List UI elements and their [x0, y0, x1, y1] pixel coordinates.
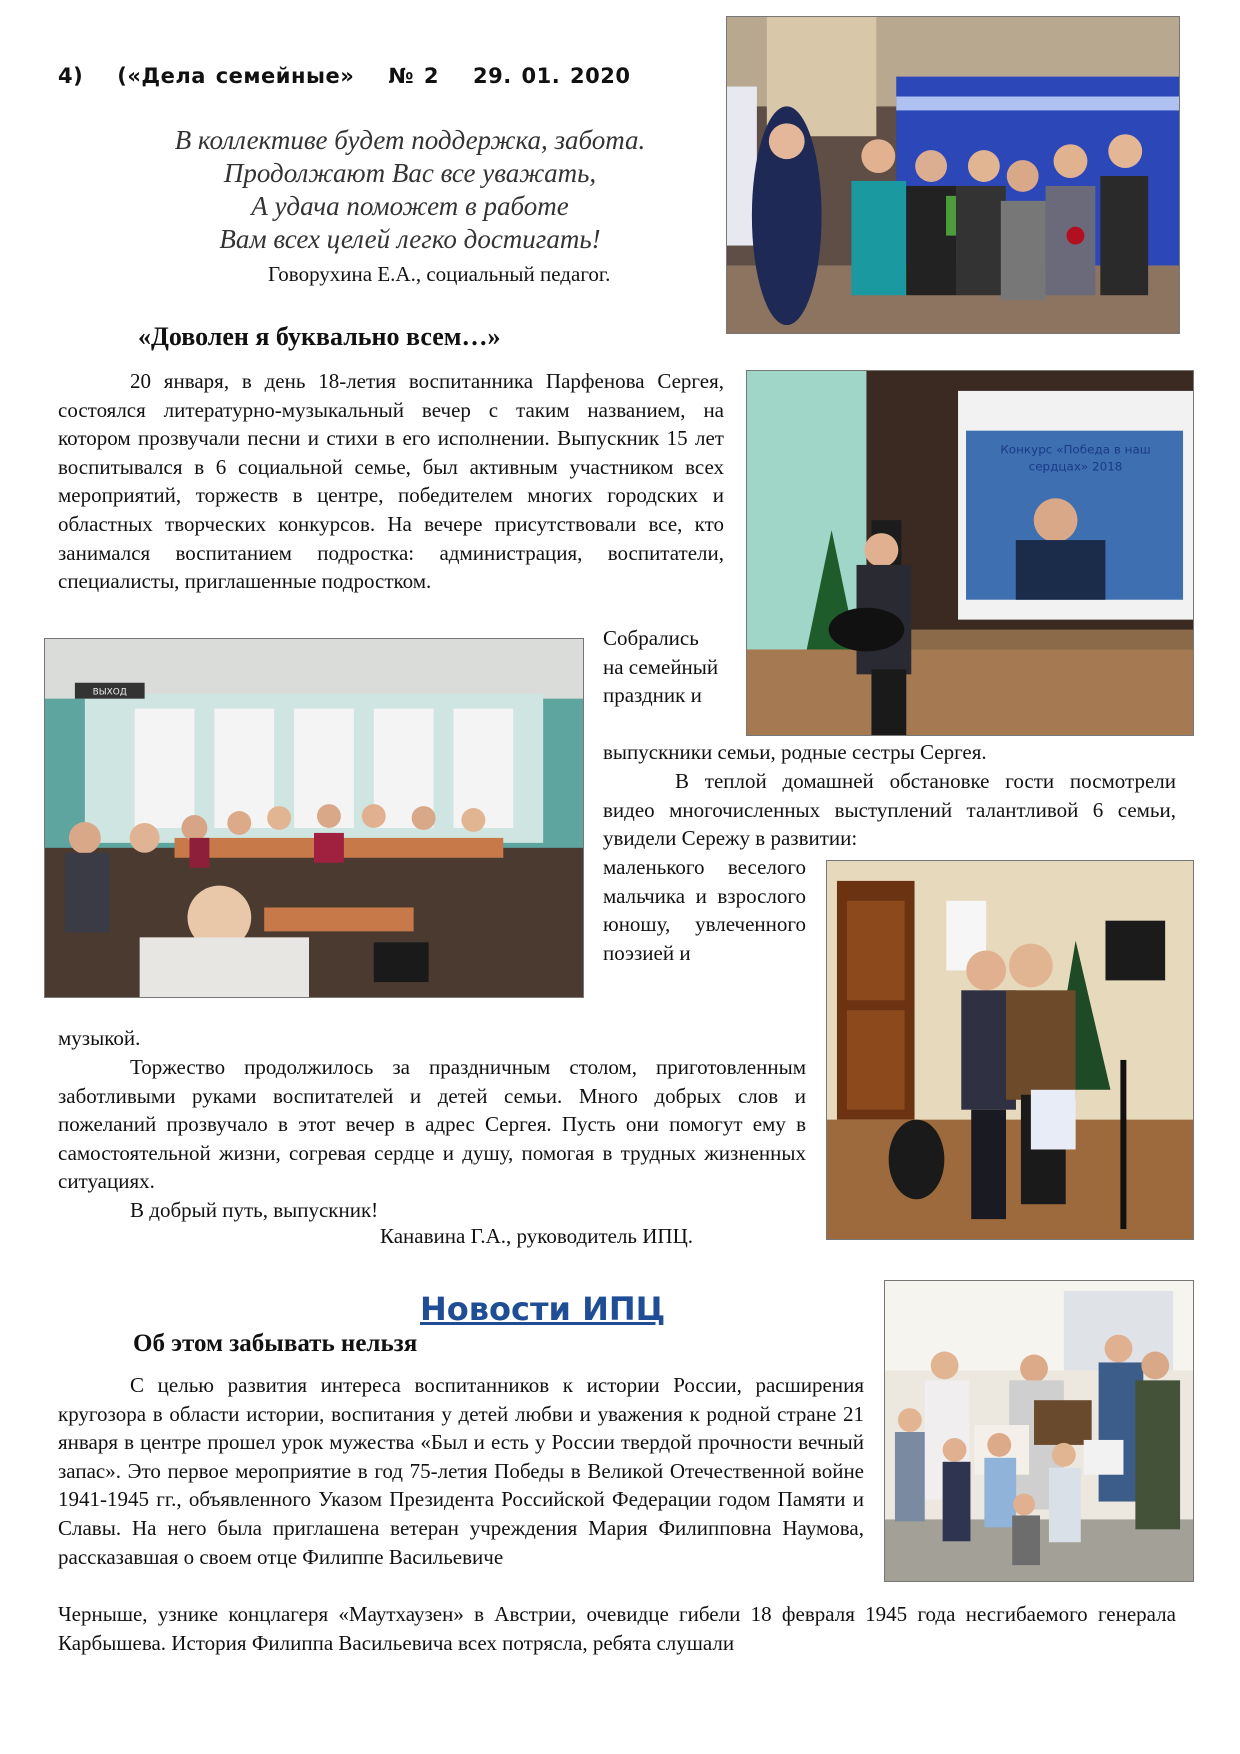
paragraph-text: Собрались на семейный праздник и	[603, 626, 719, 708]
photo-stage-congratulation	[726, 16, 1180, 334]
page-number: 4)	[58, 64, 84, 88]
poem-line: Продолжают Вас все уважать,	[223, 158, 597, 188]
newspaper-name: («Дела семейные»	[117, 64, 355, 88]
poem-line: Вам всех целей легко достигать!	[219, 224, 601, 254]
paragraph-text: музыкой.	[58, 1026, 141, 1050]
article-paragraph	[58, 1024, 358, 1053]
poem-line: В коллективе будет поддержка, забота.	[174, 125, 646, 155]
paragraph-text: В теплой домашней обстановке гости посмотрели видео многочисленных выступлений талантливой 6 семьи, увидели Сережу в развитии:	[603, 769, 1176, 851]
paragraph-text: В добрый путь, выпускник!	[130, 1197, 379, 1222]
section-heading: Новости ИПЦ	[420, 1290, 666, 1328]
news-title: Об этом забывать нельзя	[133, 1330, 418, 1357]
paragraph-text: Черныше, узнике концлагеря «Маутхаузен» в Австрии, очевидце гибели 18 февраля 1945 года несгибаемого генерала Карбышева. История Филиппа Васильевича всех потрясла, ребята слушали	[58, 1602, 1176, 1655]
article-title: «Доволен я буквально всем…»	[138, 322, 501, 351]
poem-line: А удача поможет в работе	[251, 191, 569, 221]
paragraph-text: маленького веселого мальчика и взрослого юношу, увлеченного поэзией и	[603, 855, 806, 965]
article-paragraph	[603, 624, 723, 710]
article-paragraph	[58, 1371, 864, 1571]
paragraph-text: 20 января, в день 18-летия воспитанника Парфенова Сергея, состоялся литературно-музыкальный вечер с таким названием, на котором прозвучали песни и стихи в его исполнении. Выпускник 15 лет воспитывался в 6 социальной семье, был активным участником всех мероприятий, торжеств в центре, победителем многих городских и областных творческих конкурсов. На вечере присутствовали все, кто занимался воспитанием подростка: администрация, воспитатели, специалисты, приглашенные подростком.	[58, 369, 724, 594]
article-paragraph	[603, 738, 1059, 767]
article-signature: Канавина Г.А., руководитель ИПЦ.	[380, 1224, 694, 1248]
poem-signature: Говорухина Е.А., социальный педагог.	[268, 262, 611, 286]
issue-date: 29. 01. 2020	[473, 64, 631, 88]
issue-header	[58, 64, 631, 88]
article-paragraph	[603, 767, 1176, 853]
screen-caption: сердцах» 2018	[1028, 459, 1123, 474]
issue-number: № 2	[388, 64, 440, 88]
article-paragraph	[58, 1053, 806, 1225]
paragraph-text: выпускники семьи, родные сестры Сергея.	[603, 740, 987, 764]
paragraph-text: С целью развития интереса воспитанников к истории России, расширения кругозора в области истории, воспитания у детей любви и уважения к родной стране 21 января в центре прошел урок мужества «Был и есть у России твердой прочности вечный запас». Это первое мероприятие в год 75-летия Победы в Великой Отечественной войне 1941-1945 гг., объявленного Указом Президента Российской Федерации годом Памяти и Славы. На него была приглашена ветеран учреждения Мария Филипповна Наумова, рассказавшая о своем отце Филиппе Васильевиче	[58, 1373, 864, 1569]
exit-sign: ВЫХОД	[92, 687, 127, 698]
photo-group-children	[884, 1280, 1194, 1582]
photo-festive-hall	[44, 638, 584, 998]
article-paragraph	[603, 853, 806, 967]
paragraph-text: Торжество продолжилось за праздничным столом, приготовленным заботливыми руками воспитателей и детей семьи. Много добрых слов и пожеланий прозвучало в этот вечер в адрес Сергея. Пусть они помогут ему в самостоятельной жизни, согревая сердце и душу, помогая в трудных жизненных ситуациях.	[58, 1055, 806, 1194]
article-paragraph	[58, 367, 724, 596]
screen-caption: Конкурс «Победа в наш	[1000, 442, 1151, 457]
photo-hug	[826, 860, 1194, 1240]
article-paragraph	[58, 1600, 1176, 1657]
photo-guitar-performance	[746, 370, 1194, 736]
greeting-poem	[130, 124, 690, 256]
